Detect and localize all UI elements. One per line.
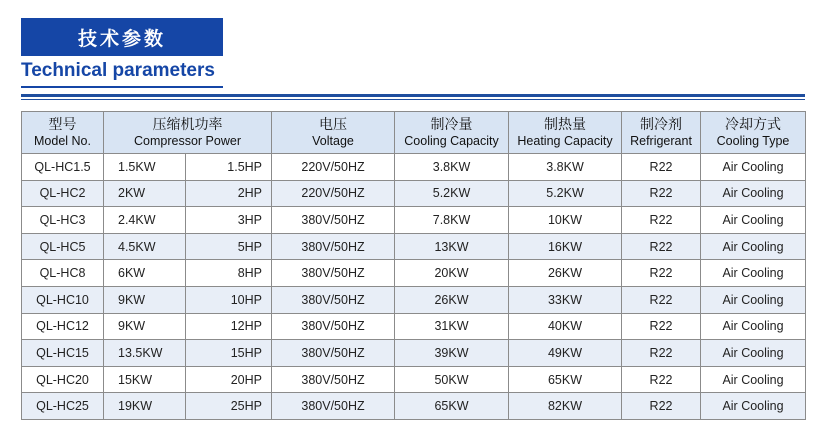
divider-thin (21, 99, 805, 100)
cell-power-hp: 25HP (186, 393, 272, 420)
cell-power-kw: 6KW (104, 260, 186, 287)
cell-power-kw: 4.5KW (104, 233, 186, 260)
cell-heating-capacity: 10KW (509, 207, 622, 234)
cell-refrigerant: R22 (622, 340, 701, 367)
cell-voltage: 380V/50HZ (272, 233, 395, 260)
cell-model: QL-HC10 (22, 286, 104, 313)
cell-cooling-capacity: 7.8KW (395, 207, 509, 234)
cell-cooling-capacity: 5.2KW (395, 180, 509, 207)
table-row (22, 286, 806, 313)
cell-voltage: 380V/50HZ (272, 340, 395, 367)
cell-model: QL-HC12 (22, 313, 104, 340)
cell-model: QL-HC8 (22, 260, 104, 287)
header-refrigerant: 制冷剂 Refrigerant (622, 112, 701, 154)
cell-model: QL-HC2 (22, 180, 104, 207)
table-row (22, 233, 806, 260)
cell-refrigerant: R22 (622, 207, 701, 234)
cell-cooling-type: Air Cooling (701, 286, 806, 313)
cell-voltage: 380V/50HZ (272, 207, 395, 234)
cell-power-hp: 12HP (186, 313, 272, 340)
cell-cooling-capacity: 65KW (395, 393, 509, 420)
table-row (22, 366, 806, 393)
table-row (22, 313, 806, 340)
header-cooling-type: 冷却方式 Cooling Type (701, 112, 806, 154)
cell-cooling-type: Air Cooling (701, 233, 806, 260)
cell-voltage: 380V/50HZ (272, 393, 395, 420)
cell-cooling-capacity: 39KW (395, 340, 509, 367)
cell-cooling-type: Air Cooling (701, 366, 806, 393)
table-row (22, 260, 806, 287)
cell-power-hp: 20HP (186, 366, 272, 393)
cell-refrigerant: R22 (622, 154, 701, 181)
cell-cooling-type: Air Cooling (701, 154, 806, 181)
cell-model: QL-HC5 (22, 233, 104, 260)
cell-voltage: 220V/50HZ (272, 154, 395, 181)
cell-model: QL-HC15 (22, 340, 104, 367)
cell-cooling-capacity: 20KW (395, 260, 509, 287)
cell-power-kw: 1.5KW (104, 154, 186, 181)
table-row (22, 154, 806, 181)
header-heating-capacity: 制热量 Heating Capacity (509, 112, 622, 154)
cell-model: QL-HC1.5 (22, 154, 104, 181)
cell-cooling-capacity: 26KW (395, 286, 509, 313)
cell-model: QL-HC20 (22, 366, 104, 393)
cell-power-kw: 13.5KW (104, 340, 186, 367)
cell-cooling-capacity: 13KW (395, 233, 509, 260)
cell-power-kw: 15KW (104, 366, 186, 393)
cell-cooling-type: Air Cooling (701, 313, 806, 340)
cell-refrigerant: R22 (622, 286, 701, 313)
header-compressor-power: 压缩机功率 Compressor Power (104, 112, 272, 154)
cell-power-kw: 9KW (104, 313, 186, 340)
cell-cooling-type: Air Cooling (701, 260, 806, 287)
cell-refrigerant: R22 (622, 180, 701, 207)
cell-heating-capacity: 49KW (509, 340, 622, 367)
cell-voltage: 380V/50HZ (272, 366, 395, 393)
title-banner (21, 18, 223, 56)
cell-power-kw: 19KW (104, 393, 186, 420)
divider-thick (21, 94, 805, 97)
cell-power-hp: 15HP (186, 340, 272, 367)
cell-voltage: 220V/50HZ (272, 180, 395, 207)
cell-power-hp: 3HP (186, 207, 272, 234)
cell-refrigerant: R22 (622, 260, 701, 287)
title-en: Technical parameters (21, 60, 215, 81)
header-cooling-capacity: 制冷量 Cooling Capacity (395, 112, 509, 154)
cell-heating-capacity: 82KW (509, 393, 622, 420)
cell-power-hp: 5HP (186, 233, 272, 260)
cell-cooling-capacity: 3.8KW (395, 154, 509, 181)
cell-refrigerant: R22 (622, 233, 701, 260)
cell-voltage: 380V/50HZ (272, 260, 395, 287)
cell-heating-capacity: 3.8KW (509, 154, 622, 181)
table-row (22, 393, 806, 420)
cell-heating-capacity: 26KW (509, 260, 622, 287)
cell-model: QL-HC25 (22, 393, 104, 420)
table-row (22, 207, 806, 234)
header-model: 型号 Model No. (22, 112, 104, 154)
cell-refrigerant: R22 (622, 366, 701, 393)
cell-power-hp: 10HP (186, 286, 272, 313)
cell-cooling-capacity: 50KW (395, 366, 509, 393)
cell-cooling-type: Air Cooling (701, 207, 806, 234)
cell-voltage: 380V/50HZ (272, 313, 395, 340)
cell-power-kw: 9KW (104, 286, 186, 313)
cell-cooling-type: Air Cooling (701, 340, 806, 367)
cell-power-kw: 2KW (104, 180, 186, 207)
subtitle-underline (21, 86, 223, 88)
table-header-row (22, 112, 806, 154)
cell-model: QL-HC3 (22, 207, 104, 234)
header-voltage: 电压 Voltage (272, 112, 395, 154)
cell-power-hp: 1.5HP (186, 154, 272, 181)
cell-cooling-type: Air Cooling (701, 180, 806, 207)
cell-power-hp: 2HP (186, 180, 272, 207)
cell-power-hp: 8HP (186, 260, 272, 287)
cell-power-kw: 2.4KW (104, 207, 186, 234)
table-row (22, 180, 806, 207)
cell-heating-capacity: 40KW (509, 313, 622, 340)
cell-cooling-type: Air Cooling (701, 393, 806, 420)
table-row (22, 340, 806, 367)
title-cn: 技术参数 (77, 27, 166, 50)
cell-refrigerant: R22 (622, 393, 701, 420)
cell-heating-capacity: 65KW (509, 366, 622, 393)
cell-voltage: 380V/50HZ (272, 286, 395, 313)
cell-refrigerant: R22 (622, 313, 701, 340)
cell-heating-capacity: 5.2KW (509, 180, 622, 207)
cell-heating-capacity: 33KW (509, 286, 622, 313)
cell-heating-capacity: 16KW (509, 233, 622, 260)
cell-cooling-capacity: 31KW (395, 313, 509, 340)
spec-table (21, 111, 806, 420)
